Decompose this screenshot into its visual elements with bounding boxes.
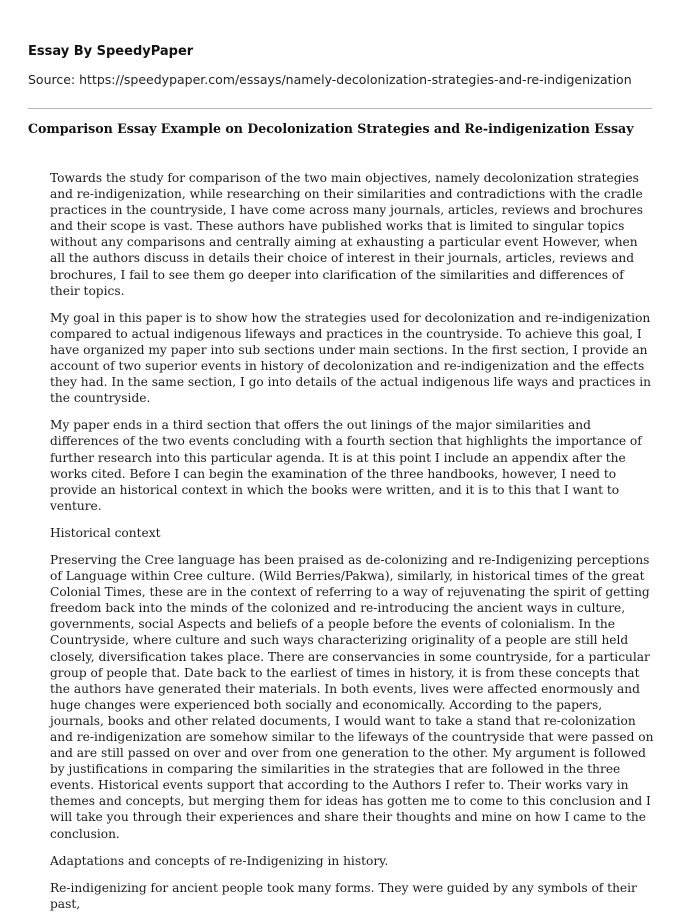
site-title: Essay By SpeedyPaper — [28, 44, 194, 59]
section-heading-historical-context: Historical context — [50, 525, 161, 540]
paragraph-reindigenizing: Re-indigenizing for ancient people took many forms. They were guided by any symbols of their past, — [50, 880, 637, 911]
header-divider — [28, 108, 652, 109]
paragraph-intro: Towards the study for comparison of the two main objectives, namely decolonization strategies and re-indigenization, while researching on their similarities and contradictions with the cradle practices in the countryside, I have come across many journals, articles, reviews and brochures and their scope is vast. These authors have published works that is limited to singular topics without any comparisons and centrally aiming at exhausting a particular event However, when all the authors discuss in details their choice of interest in their journals, articles, reviews and brochures, I fail to see them go deeper into clarification of the similarities and differences of their topics. — [50, 171, 643, 298]
paragraph-goal: My goal in this paper is to show how the strategies used for decolonization and re-indigenization compared to actual indigenous lifeways and practices in the countryside. To achieve this goal, I have organized my paper into sub sections under main sections. In the first section, I provide an account of two superior events in history of decolonization and re-indigenization and the effects they had. In the same section, I go into details of the actual indigenous life ways and practices in the countryside. — [50, 310, 651, 406]
essay-body — [50, 170, 656, 923]
section-heading-adaptations: Adaptations and concepts of re-Indigenizing in history. — [50, 853, 389, 868]
essay-title: Comparison Essay Example on Decolonization Strategies and Re-indigenization Essay — [28, 121, 634, 136]
source-link[interactable]: Source: https://speedypaper.com/essays/namely-decolonization-strategies-and-re-indigenization — [28, 72, 632, 87]
paragraph-structure: My paper ends in a third section that offers the out linings of the major similarities and differences of the two events concluding with a fourth section that highlights the importance of further research into this particular agenda. It is at this point I include an appendix after the works cited. Before I can begin the examination of the three handbooks, however, I need to provide an historical context in which the books were written, and it is to this that I want to venture. — [50, 418, 642, 513]
paragraph-historical-context: Preserving the Cree language has been praised as de-colonizing and re-Indigenizing perceptions of Language within Cree culture. (Wild Berries/Pakwa), similarly, in historical times of the great Colonial Times, these are in the context of referring to a way of rejuvenating the spirit of getting freedom back into the minds of the colonized and re-introducing the ancient ways in culture, governments, social Aspects and beliefs of a people before the events of colonialism. In the Countryside, where culture and such ways characterizing originality of a people are still held closely, diversification takes place. There are conservancies in some countryside, for a particular group of people that. Date back to the earliest of times in history, it is from these concepts that the authors have generated their materials. In both events, lives were affected enormously and huge changes were experienced both socially and economically. According to the papers, journals, books and other related documents, I would want to take a stand that re-colonization and re-indigenization are somehow similar to the lifeways of the countryside that were passed on and are still passed on over and over from one generation to the other. My argument is followed by justifications in comparing the similarities in the strategies that are followed in the three events. Historical events support that according to the Authors I refer to. Their works vary in themes and concepts, but merging them for ideas has gotten me to come to this conclusion and I will take you through their experiences and share their thoughts and mine on how I came to the conclusion. — [50, 552, 654, 841]
